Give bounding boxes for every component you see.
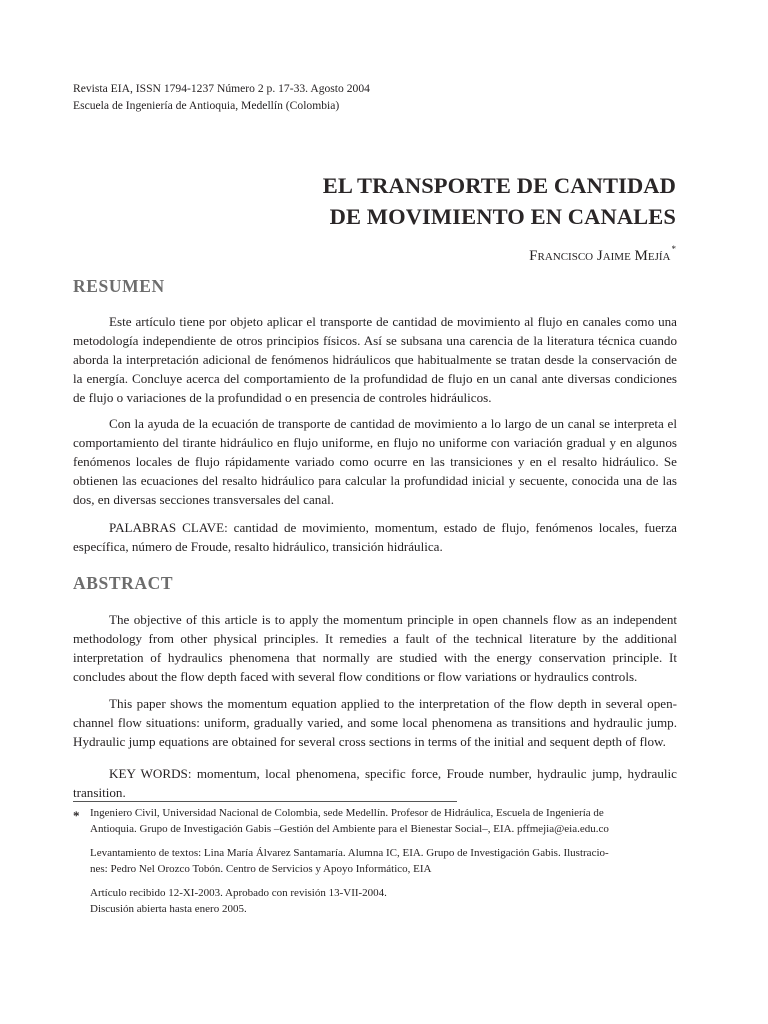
- resumen-paragraph-1: Este artículo tiene por objeto aplicar el transporte de cantidad de movimiento al flujo en canales como una metodología independiente de otros principios físicos. Así se subsana una carencia de la literatura técnica cuando aborda la interpretación adicional de fenómenos hidráulicos que habitualmente se tratan desde la conservación de la energía. Concluye acerca del comportamiento de la profundidad de flujo en un canal ante diversas condiciones de flujo o variaciones de la profundidad o en presencia de controles hidráulicos.: [73, 314, 677, 405]
- footnote-divider: [73, 801, 457, 802]
- abstract-heading: ABSTRACT: [73, 573, 174, 593]
- footnote-credits-line-2: nes: Pedro Nel Orozco Tobón. Centro de Servicios y Apoyo Informático, EIA: [90, 862, 432, 875]
- resumen-heading: RESUMEN: [73, 276, 165, 296]
- journal-institution-line: Escuela de Ingeniería de Antioquia, Medellín (Colombia): [73, 99, 340, 112]
- author-name: Francisco Jaime Mejía: [529, 248, 671, 264]
- footnote-affiliation-line-1: Ingeniero Civil, Universidad Nacional de Colombia, sede Medellín. Profesor de Hidráulica, Escuela de Ingeniería de: [90, 807, 604, 819]
- footnote-credits-line-1: Levantamiento de textos: Lina María Álvarez Santamaría. Alumna IC, EIA. Grupo de Investigación Gabis. Ilustracio-: [90, 847, 609, 859]
- article-received-date: Artículo recibido 12-XI-2003. Aprobado con revisión 13-VII-2004.: [90, 887, 387, 899]
- journal-citation: [73, 80, 370, 114]
- discussion-open-until: Discusión abierta hasta enero 2005.: [90, 902, 247, 915]
- author-footnote-mark: *: [671, 244, 676, 254]
- footnote-marker: *: [73, 808, 80, 823]
- resumen-paragraph-2: Con la ayuda de la ecuación de transporte de cantidad de movimiento a lo largo de un canal se interpreta el comportamiento del tirante hidráulico en flujo uniforme, en flujo no uniforme con variación gradual y en algunos fenómenos locales de flujo rápidamente variado como ocurre en las transiciones y en el resalto hidráulico. Se obtienen las ecuaciones del resalto hidráulico para calcular la profundidad inicial y secuente, conocida una de las dos, en diversas secciones transversales del canal.: [73, 416, 677, 507]
- abstract-paragraph-2: This paper shows the momentum equation applied to the interpretation of the flow depth in several open-channel flow situations: uniform, gradually varied, and some local phenomena as transitions and hydraulic jump. Hydraulic jump equations are obtained for several cross sections in terms of the initial and sequent depth of flow.: [73, 696, 677, 749]
- footnote-affiliation-line-2: Antioquia. Grupo de Investigación Gabis –Gestión del Ambiente para el Bienestar Social–, EIA. pffmejia@eia.edu.co: [90, 822, 609, 835]
- journal-citation-line: Revista EIA, ISSN 1794-1237 Número 2 p. 17-33. Agosto 2004: [73, 82, 370, 95]
- abstract-keywords: KEY WORDS: momentum, local phenomena, specific force, Froude number, hydraulic jump, hydraulic transition.: [73, 766, 677, 800]
- footnote-dates: [90, 886, 676, 917]
- abstract-paragraph-1: The objective of this article is to apply the momentum principle in open channels flow as an independent methodology from other physical principles. It remedies a fault of the technical literature by the additional interpretation of hydraulics phenomena that normally are studied with the energy conservation principle. It concludes about the flow depth faced with several flow conditions or flow variations or hydraulics controls.: [73, 612, 677, 684]
- article-title-line-1: EL TRANSPORTE DE CANTIDAD: [322, 173, 676, 198]
- article-title-line-2: DE MOVIMIENTO EN CANALES: [329, 204, 676, 229]
- resumen-keywords: PALABRAS CLAVE: cantidad de movimiento, momentum, estado de flujo, fenómenos locales, fuerza específica, número de Froude, resalto hidráulico, transición hidráulica.: [73, 520, 677, 554]
- article-title: [323, 170, 676, 232]
- footnote-credits: [90, 846, 676, 877]
- article-author: [529, 246, 676, 265]
- footnote-affiliation: [90, 806, 676, 837]
